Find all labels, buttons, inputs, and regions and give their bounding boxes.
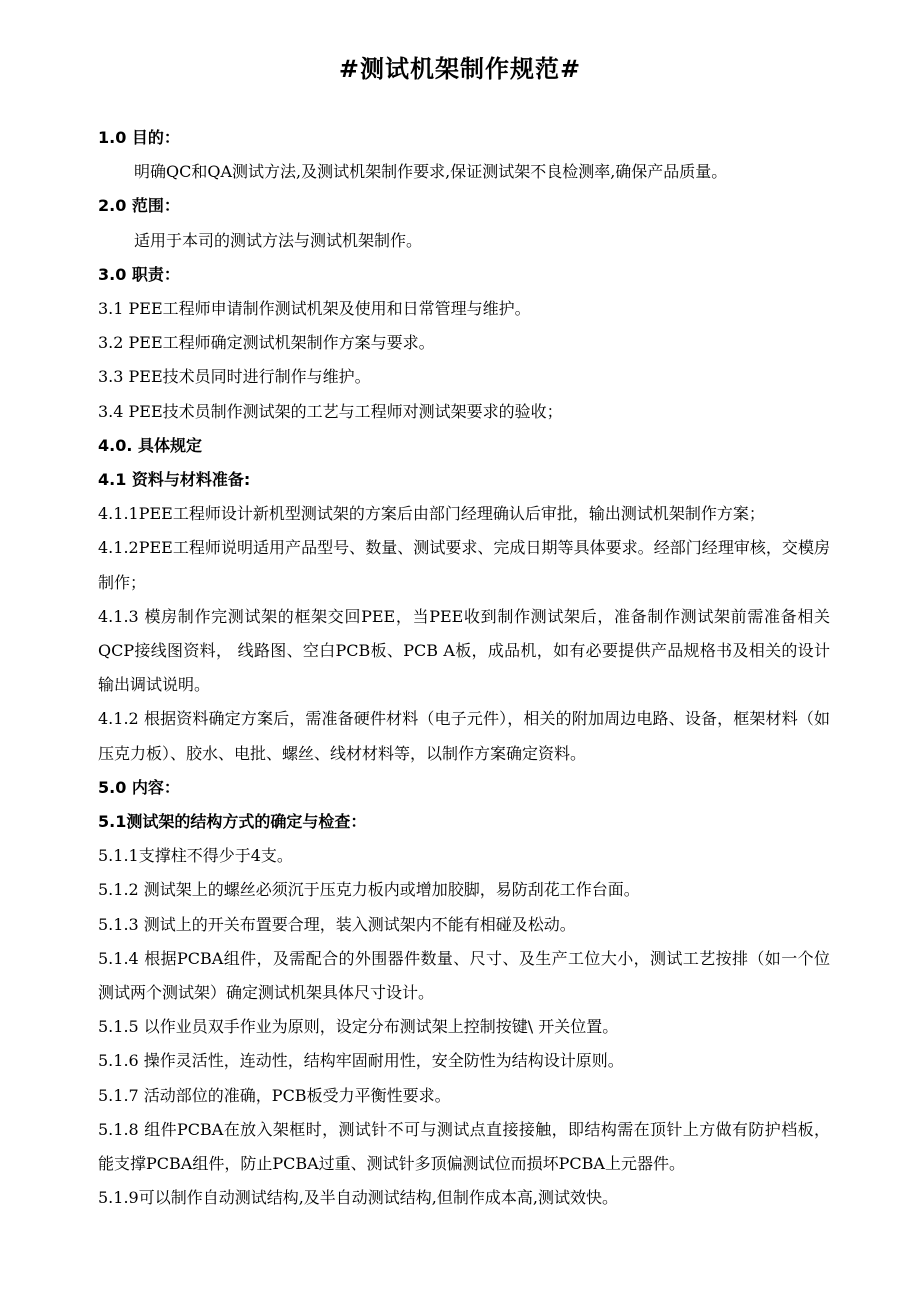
paragraph-5-1-8: 5.1.8 组件PCBA在放入架框时，测试针不可与测试点直接接触，即结构需在顶针上方做有防护档板，能支撑PCBA组件，防止PCBA过重、测试针多顶偏测试位而损坏PCBA上元器件。 bbox=[98, 1119, 830, 1174]
paragraph-5-1-6: 5.1.6 操作灵活性，连动性，结构牢固耐用性，安全防性为结构设计原则。 bbox=[98, 1051, 624, 1071]
paragraph-5-1-9: 5.1.9可以制作自动测试结构,及半自动测试结构,但制作成本高,测试效快。 bbox=[98, 1188, 618, 1208]
paragraph-4-1-3: 4.1.3 模房制作完测试架的框架交回PEE，当PEE收到制作测试架后，准备制作测试架前需准备相关QCP接线图资料， 线路图、空白PCB板、PCB A板，成品机，如有必要提供产品规格书及相关的设计输出调试说明。 bbox=[98, 606, 830, 695]
paragraph-3-1: 3.1 PEE工程师申请制作测试机架及使用和日常管理与维护。 bbox=[98, 299, 531, 319]
paragraph-5-1-2: 5.1.2 测试架上的螺丝必须沉于压克力板内或增加胶脚，易防刮花工作台面。 bbox=[98, 880, 640, 900]
paragraph-5-1-1: 5.1.1支撑柱不得少于4支。 bbox=[98, 846, 293, 866]
paragraph-5-1-3: 5.1.3 测试上的开关布置要合理，装入测试架内不能有相碰及松动。 bbox=[98, 914, 576, 934]
paragraph-4-1-1: 4.1.1PEE工程师设计新机型测试架的方案后由部门经理确认后审批，输出测试机架制作方案； bbox=[98, 504, 765, 524]
paragraph-4-1-2-materials: 4.1.2 根据资料确定方案后，需准备硬件材料（电子元件），相关的附加周边电路、设备，框架材料（如压克力板）、胶水、电批、螺丝、线材材料等，以制作方案确定资料。 bbox=[98, 709, 830, 763]
paragraph-3-4: 3.4 PEE技术员制作测试架的工艺与工程师对测试架要求的验收； bbox=[98, 401, 563, 421]
subsection-heading-4-1: 4.1 资料与材料准备: bbox=[98, 470, 251, 490]
paragraph-3-2: 3.2 PEE工程师确定测试机架制作方案与要求。 bbox=[98, 333, 435, 353]
section-heading-scope: 2.0 范围： bbox=[98, 196, 180, 216]
section-heading-responsibilities: 3.0 职责： bbox=[98, 264, 180, 284]
paragraph-5-1-7: 5.1.7 活动部位的准确，PCB板受力平衡性要求。 bbox=[98, 1085, 451, 1105]
paragraph-5-1-5: 5.1.5 以作业员双手作业为原则，设定分布测试架上控制按键\ 开关位置。 bbox=[98, 1017, 619, 1037]
paragraph-3-3: 3.3 PEE技术员同时进行制作与维护。 bbox=[98, 367, 371, 387]
document-title: #测试机架制作规范# bbox=[338, 55, 582, 83]
paragraph-5-1-4: 5.1.4 根据PCBA组件，及需配合的外围器件数量、尺寸、及生产工位大小，测试工艺按排（如一个位测试两个测试架）确定测试机架具体尺寸设计。 bbox=[98, 948, 830, 1003]
section-heading-regulations: 4.0. 具体规定 bbox=[98, 435, 202, 455]
section-heading-content: 5.0 内容： bbox=[98, 777, 180, 797]
paragraph-4-1-2: 4.1.2PEE工程师说明适用产品型号、数量、测试要求、完成日期等具体要求。经部门经理审核，交模房制作； bbox=[98, 538, 830, 592]
document-body bbox=[98, 121, 830, 1216]
section-heading-purpose: 1.0 目的： bbox=[98, 128, 180, 147]
paragraph-purpose: 明确QC和QA测试方法,及测试机架制作要求,保证测试架不良检测率,确保产品质量。 bbox=[134, 162, 728, 182]
subsection-heading-5-1: 5.1测试架的结构方式的确定与检查： bbox=[98, 812, 367, 832]
paragraph-scope: 适用于本司的测试方法与测试机架制作。 bbox=[134, 230, 423, 250]
